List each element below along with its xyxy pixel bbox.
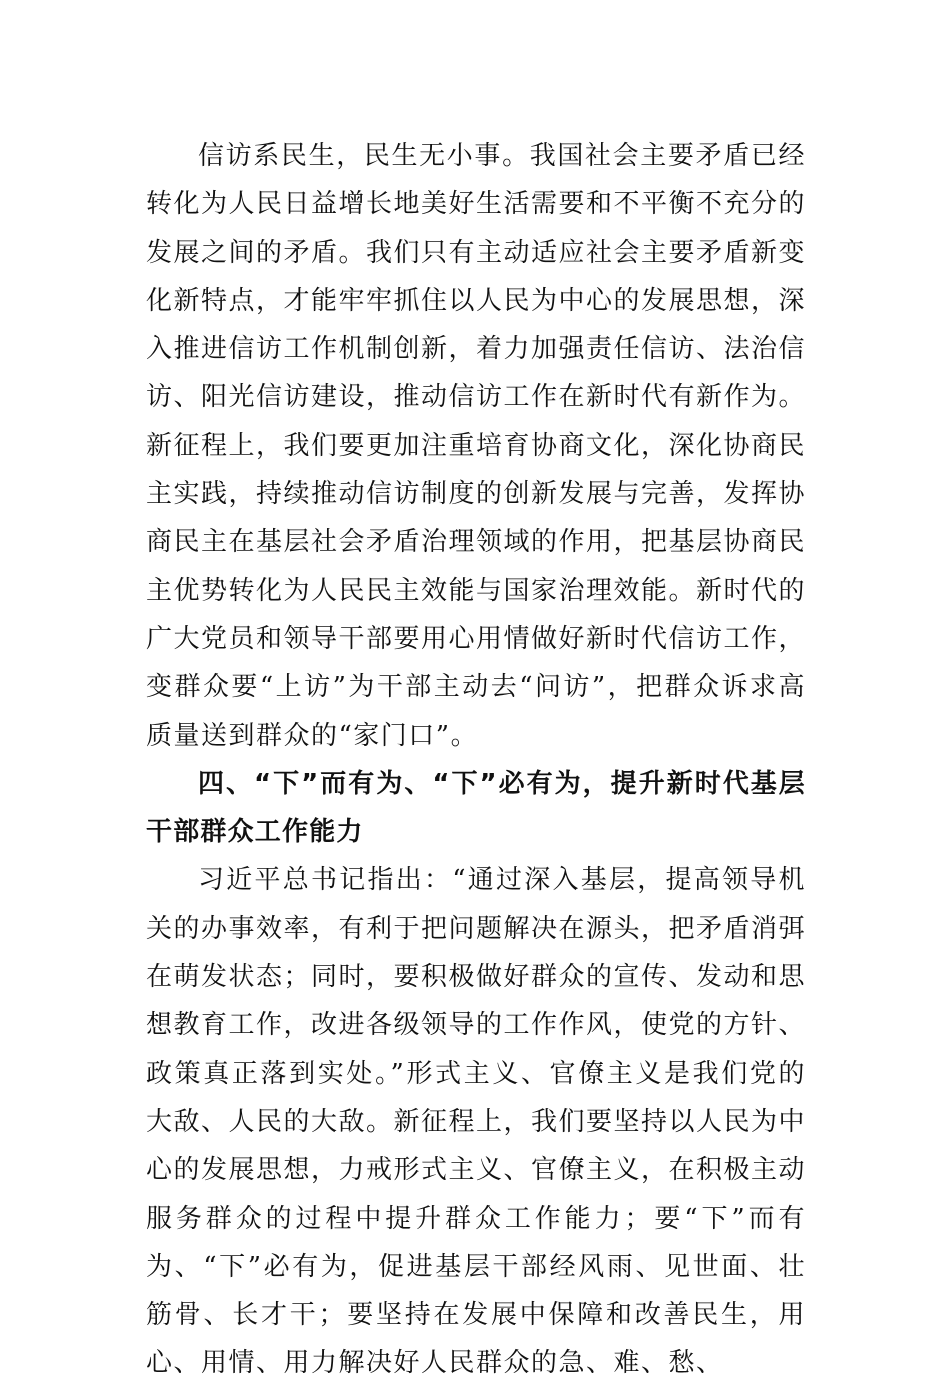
document-body bbox=[146, 132, 806, 1388]
paragraph-petition-livelihood: 信访系民生，民生无小事。我国社会主要矛盾已经转化为人民日益增长地美好生活需要和不平衡不充分的发展之间的矛盾。我们只有主动适应社会主要矛盾新变化新特点，才能牢牢抓住以人民为中心的发展思想，深入推进信访工作机制创新，着力加强责任信访、法治信访、阳光信访建设，推动信访工作在新时代有新作为。新征程上，我们要更加注重培育协商文化，深化协商民主实践，持续推动信访制度的创新发展与完善，发挥协商民主在基层社会矛盾治理领域的作用，把基层协商民主优势转化为人民民主效能与国家治理效能。新时代的广大党员和领导干部要用心用情做好新时代信访工作，变群众要“上访”为干部主动去“问访”，把群众诉求高质量送到群众的“家门口”。 bbox=[146, 141, 807, 751]
section-heading-four: 四、“下”而有为、“下”必有为，提升新时代基层干部群众工作能力 bbox=[146, 768, 806, 848]
paragraph-grassroots-work: 习近平总书记指出：“通过深入基层，提高领导机关的办事效率，有利于把问题解决在源头，把矛盾消弭在萌发状态；同时，要积极做好群众的宣传、发动和思想教育工作，改进各级领导的工作作风，使党的方针、政策真正落到实处。”形式主义、官僚主义是我们党的大敌、人民的大敌。新征程上，我们要坚持以人民为中心的发展思想，力戒形式主义、官僚主义，在积极主动服务群众的过程中提升群众工作能力；要“下”而有为、“下”必有为，促进基层干部经风雨、见世面、壮筋骨、长才干；要坚持在发展中保障和改善民生，用心、用情、用力解决好人民群众的急、难、愁、 bbox=[146, 865, 807, 1379]
